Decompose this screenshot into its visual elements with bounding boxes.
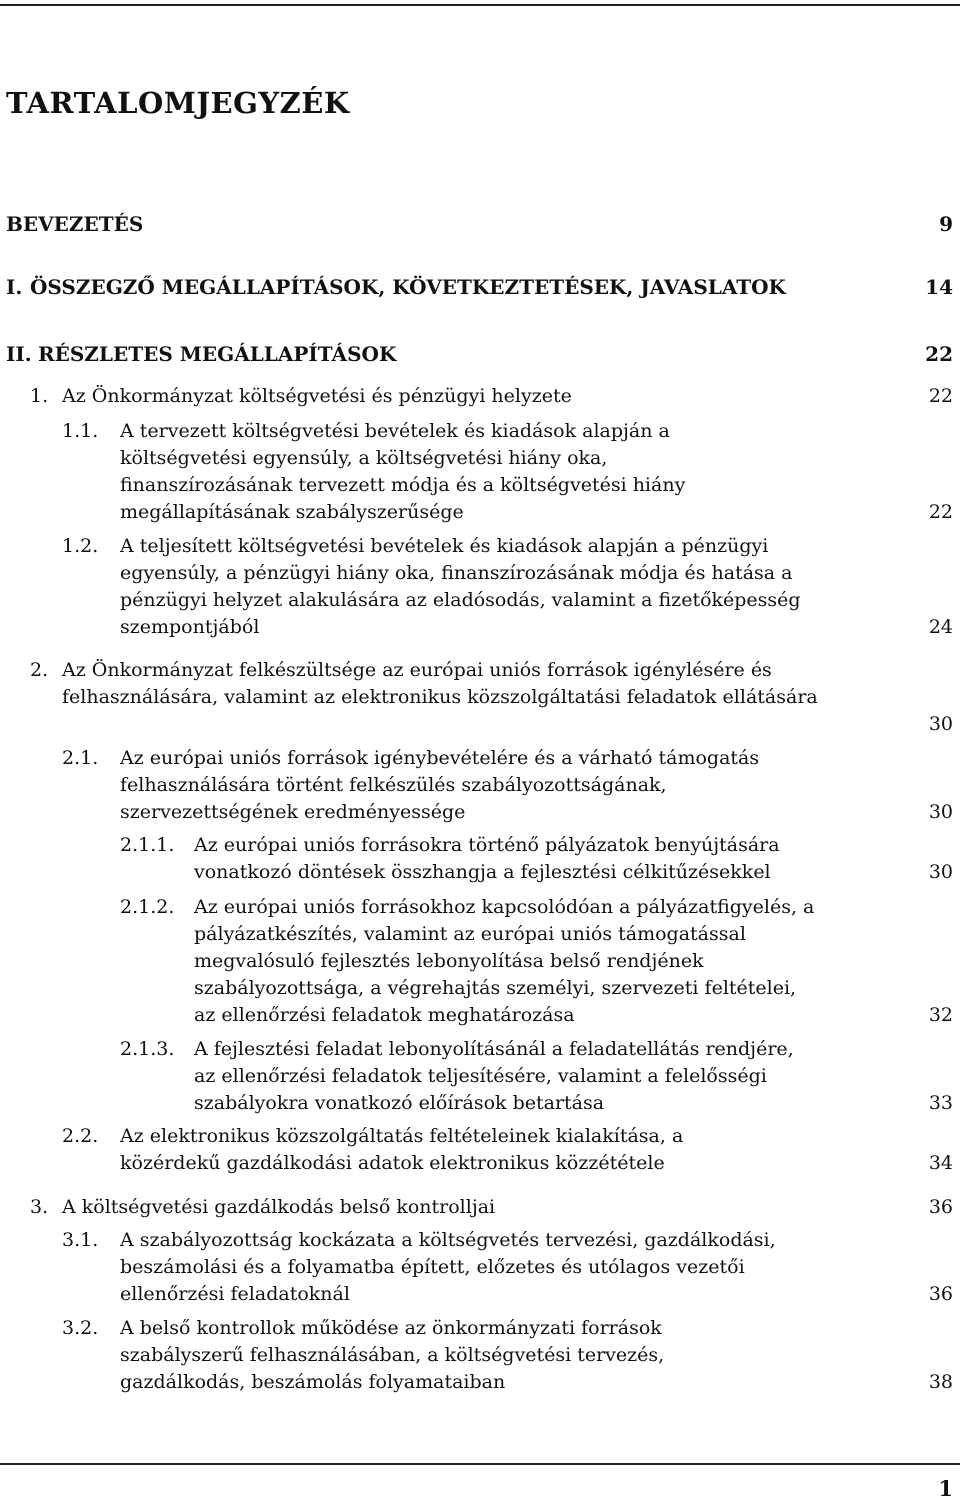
toc-entry-number: 2. bbox=[30, 659, 49, 681]
toc-entry-title: A belső kontrollok működése az önkormányzati források szabályszerű felhasználásában, a költségvetési tervezés, gazdálkodás, beszámolás folyamataiban bbox=[120, 1317, 665, 1393]
toc-entry-title: Az európai uniós forrásokra történő pályázatok benyújtására vonatkozó döntések összhangja a fejlesztési célkitűzésekkel bbox=[194, 834, 780, 883]
toc-entry-title: A fejlesztési feladat lebonyolításánál a feladatellátás rendjére, az ellenőrzési feladatok teljesítésére, valamint a felelősségi szabályokra vonatkozó előírások betartása bbox=[194, 1038, 794, 1114]
toc-entry-page: 33 bbox=[928, 1092, 953, 1114]
toc-entry-title: Az Önkormányzat felkészültsége az európai uniós források igénylésére és felhasználására, valamint az elektronikus közszolgáltatási feladatok ellátására bbox=[62, 659, 818, 708]
toc-entry-number: 2.1.1. bbox=[120, 834, 175, 856]
toc-entry-2-1[interactable] bbox=[0, 745, 960, 826]
footer-rule bbox=[0, 1463, 960, 1465]
toc-entry-i[interactable] bbox=[0, 273, 960, 301]
toc-entry-title: A teljesített költségvetési bevételek és kiadások alapján a pénzügyi egyensúly, a pénzügyi hiány oka, finanszírozásának módja és hatása a pénzügyi helyzet alakulására az eladósodás, valamint a fizetőképesség szempontjából bbox=[120, 535, 801, 638]
toc-entry-ii[interactable] bbox=[0, 340, 960, 368]
toc-entry-1-2[interactable] bbox=[0, 533, 960, 641]
toc-entry-number: 2.1.3. bbox=[120, 1038, 175, 1060]
toc-entry-page: 24 bbox=[928, 616, 953, 638]
toc-entry-2-2[interactable] bbox=[0, 1123, 960, 1177]
toc-entry-title: A költségvetési gazdálkodás belső kontrolljai bbox=[62, 1196, 496, 1218]
toc-entry-title: Az Önkormányzat költségvetési és pénzügyi helyzete bbox=[62, 385, 572, 407]
toc-entry-1[interactable] bbox=[0, 383, 960, 410]
toc-entry-page: 36 bbox=[928, 1196, 953, 1218]
toc-entry-page: 34 bbox=[928, 1152, 953, 1174]
toc-entry-number: 1. bbox=[30, 385, 49, 407]
toc-entry-2[interactable] bbox=[0, 657, 960, 738]
toc-entry-title: A tervezett költségvetési bevételek és kiadások alapján a költségvetési egyensúly, a költségvetési hiány oka, finanszírozásának tervezett módja és a költségvetési hiány megállapításának szabályszerűsége bbox=[120, 420, 686, 523]
toc-entry-3-1[interactable] bbox=[0, 1227, 960, 1308]
toc-entry-page: 32 bbox=[928, 1004, 953, 1026]
toc-entry-title: ÖSSZEGZŐ MEGÁLLAPÍTÁSOK, KÖVETKEZTETÉSEK, JAVASLATOK bbox=[30, 275, 786, 299]
toc-entry-title: Az európai uniós forrásokhoz kapcsolódóan a pályázatfigyelés, a pályázatkészítés, valamint az európai uniós támogatással megvalósuló fejlesztés lebonyolítása belső rendjének szabályozottsága, a végrehajtás személyi, szervezeti feltételei, az ellenőrzési feladatok meghatározása bbox=[194, 896, 815, 1026]
toc-entry-page: 30 bbox=[928, 861, 953, 883]
toc-entry-number: 3. bbox=[30, 1196, 49, 1218]
toc-entry-3[interactable] bbox=[0, 1194, 960, 1221]
toc-entry-2-1-3[interactable] bbox=[0, 1036, 960, 1117]
toc-entry-page: 22 bbox=[928, 501, 953, 523]
toc-entry-1-1[interactable] bbox=[0, 418, 960, 526]
toc-entry-number: I. bbox=[6, 275, 23, 299]
toc-entry-page: 22 bbox=[925, 342, 953, 366]
toc-entry-number: 1.1. bbox=[62, 420, 99, 442]
toc-entry-title: Az európai uniós források igénybevételére és a várható támogatás felhasználására történt felkészülés szabályozottságának, szervezettségének eredményessége bbox=[120, 747, 760, 823]
toc-entry-page: 30 bbox=[928, 801, 953, 823]
toc-entry-page: 22 bbox=[928, 385, 953, 407]
toc-entry-number: 2.1. bbox=[62, 747, 99, 769]
toc-entry-number: 2.1.2. bbox=[120, 896, 175, 918]
toc-entry-number: 3.2. bbox=[62, 1317, 99, 1339]
toc-entry-title: BEVEZETÉS bbox=[6, 212, 144, 236]
toc-entry-page: 14 bbox=[925, 275, 953, 299]
toc-entry-number: 3.1. bbox=[62, 1229, 99, 1251]
toc-entry-title: RÉSZLETES MEGÁLLAPÍTÁSOK bbox=[38, 342, 397, 366]
toc-entry-number: II. bbox=[6, 342, 32, 366]
toc-entry-page: 38 bbox=[928, 1371, 953, 1393]
toc-entry-page: 9 bbox=[939, 212, 953, 236]
toc-entry-page: 36 bbox=[928, 1283, 953, 1305]
toc-entry-title: Az elektronikus közszolgáltatás feltételeinek kialakítása, a közérdekű gazdálkodási adatok elektronikus közzététele bbox=[120, 1125, 684, 1174]
toc-entry-2-1-1[interactable] bbox=[0, 832, 960, 886]
toc-entry-2-1-2[interactable] bbox=[0, 894, 960, 1029]
toc-entry-bevezetes[interactable] bbox=[0, 210, 960, 238]
document-title: TARTALOMJEGYZÉK bbox=[6, 86, 350, 120]
toc-entry-number: 1.2. bbox=[62, 535, 99, 557]
toc-entry-title: A szabályozottság kockázata a költségvetés tervezési, gazdálkodási, beszámolási és a folyamatba épített, előzetes és utólagos vezetői ellenőrzési feladatoknál bbox=[120, 1229, 776, 1305]
toc-entry-3-2[interactable] bbox=[0, 1315, 960, 1396]
footer-page-number: 1 bbox=[938, 1476, 953, 1501]
toc-entry-number: 2.2. bbox=[62, 1125, 99, 1147]
top-rule bbox=[0, 4, 960, 6]
toc-entry-page: 30 bbox=[928, 713, 953, 735]
